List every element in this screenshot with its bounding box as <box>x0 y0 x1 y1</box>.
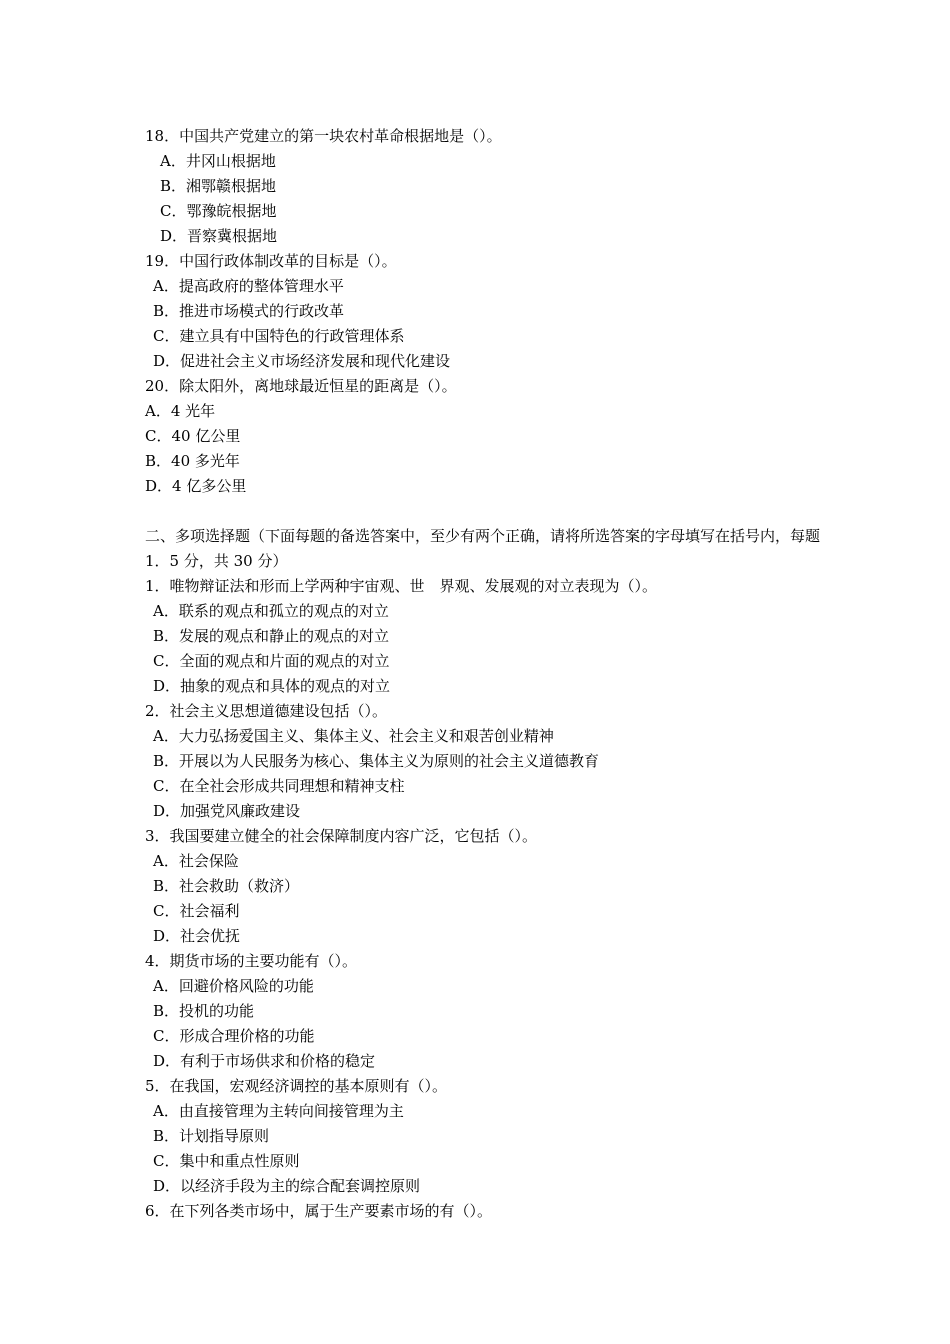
option-a: A．联系的观点和孤立的观点的对立 <box>153 602 389 620</box>
option-b: B．40 多光年 <box>145 452 240 470</box>
option-a: A．回避价格风险的功能 <box>153 977 314 995</box>
section-gap <box>145 499 825 524</box>
question-2-3 <box>145 824 825 949</box>
question-text: 2．社会主义思想道德建设包括（）。 <box>145 702 388 720</box>
option-d: D．抽象的观点和具体的观点的对立 <box>153 677 391 695</box>
question-text: 3．我国要建立健全的社会保障制度内容广泛，它包括（）。 <box>145 827 538 845</box>
option-b: B．湘鄂赣根据地 <box>160 177 277 195</box>
question-text: 4．期货市场的主要功能有（）。 <box>145 952 358 970</box>
option-b: B．计划指导原则 <box>153 1127 270 1145</box>
option-b: B．发展的观点和静止的观点的对立 <box>153 627 390 645</box>
option-c: C．全面的观点和片面的观点的对立 <box>153 652 390 670</box>
option-b: B．开展以为人民服务为核心、集体主义为原则的社会主义道德教育 <box>153 752 600 770</box>
option-c: C．集中和重点性原则 <box>153 1152 300 1170</box>
option-c: C．建立具有中国特色的行政管理体系 <box>153 327 405 345</box>
option-a: A．井冈山根据地 <box>160 152 276 170</box>
option-b: B．投机的功能 <box>153 1002 255 1020</box>
option-b: B．推进市场模式的行政改革 <box>153 302 345 320</box>
option-d: D．加强党风廉政建设 <box>153 802 301 820</box>
option-c: C．40 亿公里 <box>145 427 241 445</box>
option-d: D．4 亿多公里 <box>145 477 247 495</box>
option-c: C．鄂豫皖根据地 <box>160 202 277 220</box>
question-text: 6．在下列各类市场中，属于生产要素市场的有（）。 <box>145 1202 493 1220</box>
question-2-4 <box>145 949 825 1074</box>
question-text: 20．除太阳外，离地球最近恒星的距离是（）。 <box>145 377 457 395</box>
question-2-6 <box>145 1199 825 1224</box>
option-d: D．以经济手段为主的综合配套调控原则 <box>153 1177 421 1195</box>
question-2-5 <box>145 1074 825 1199</box>
question-2-1 <box>145 574 825 699</box>
option-a: A．大力弘扬爱国主义、集体主义、社会主义和艰苦创业精神 <box>153 727 554 745</box>
option-d: D．晋察冀根据地 <box>160 227 278 245</box>
question-18 <box>145 124 825 249</box>
option-c: C．社会福利 <box>153 902 240 920</box>
document-content <box>145 124 825 1224</box>
option-a: A．社会保险 <box>153 852 239 870</box>
option-c: C．在全社会形成共同理想和精神支柱 <box>153 777 405 795</box>
option-c: C．形成合理价格的功能 <box>153 1027 315 1045</box>
option-a: A．提高政府的整体管理水平 <box>153 277 344 295</box>
question-19 <box>145 249 825 374</box>
option-b: B．社会救助（救济） <box>153 877 300 895</box>
option-a: A．由直接管理为主转向间接管理为主 <box>153 1102 404 1120</box>
section-heading: 二、多项选择题（下面每题的备选答案中，至少有两个正确，请将所选答案的字母填写在括号内，每题 1．5 分，共 30 分） <box>145 527 821 570</box>
question-text: 1．唯物辩证法和形而上学两种宇宙观、世 界观、发展观的对立表现为（）。 <box>145 577 658 595</box>
option-d: D．有利于市场供求和价格的稳定 <box>153 1052 376 1070</box>
question-text: 5．在我国，宏观经济调控的基本原则有（）。 <box>145 1077 448 1095</box>
option-d: D．社会优抚 <box>153 927 241 945</box>
option-d: D．促进社会主义市场经济发展和现代化建设 <box>153 352 451 370</box>
option-a: A．4 光年 <box>145 402 216 420</box>
question-20 <box>145 374 825 499</box>
question-text: 18．中国共产党建立的第一块农村革命根据地是（）。 <box>145 127 502 145</box>
question-2-2 <box>145 699 825 824</box>
question-text: 19．中国行政体制改革的目标是（）。 <box>145 252 397 270</box>
